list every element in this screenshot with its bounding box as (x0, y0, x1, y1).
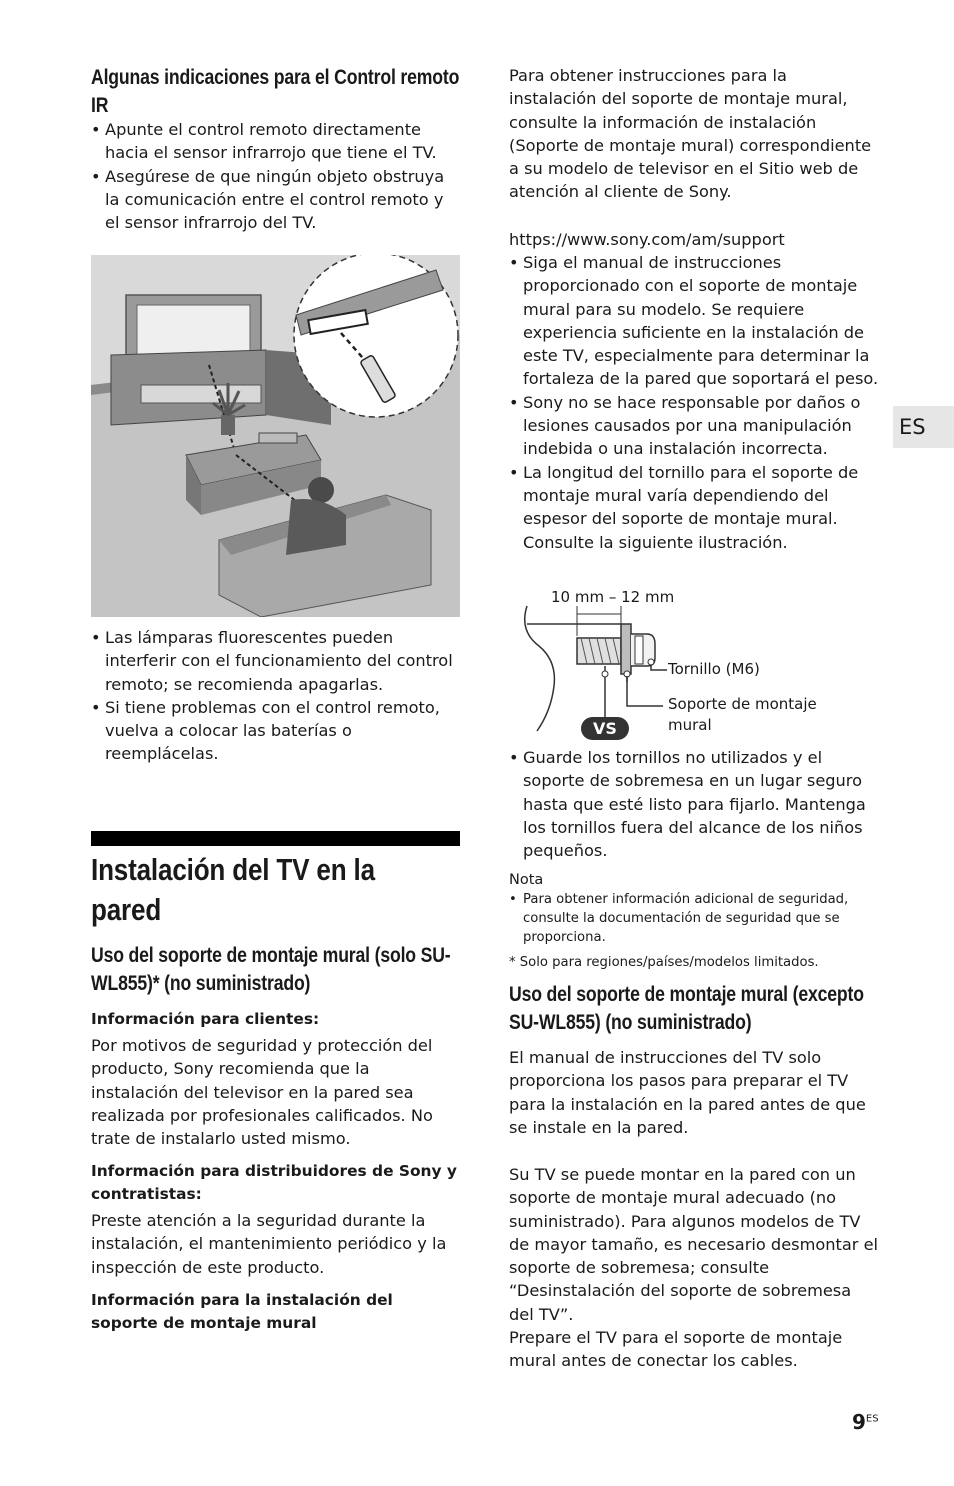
dimension-label: 10 mm – 12 mm (551, 588, 675, 606)
page-number (852, 1410, 879, 1434)
mount-info-label: Información para la instalación del soporte de montaje mural (91, 1291, 393, 1332)
dealers-text: Preste atención a la seguridad durante la instalación, el mantenimiento periódico y la inspección de este producto. (91, 1211, 447, 1277)
customers-label: Información para clientes: (91, 1010, 320, 1028)
note-bullet-list (509, 890, 879, 947)
list-item: • Asegúrese de que ningún objeto obstruya la comunicación entre el control remoto y el sensor infrarrojo del TV. (91, 165, 460, 235)
vs-badge: VS (581, 717, 629, 740)
remote-illustration (91, 255, 460, 617)
customers-text: Por motivos de seguridad y protección del producto, Sony recomienda que la instalación del televisor en la pared sea realizada por profesionales calificados. No trate de instalarlo usted mismo. (91, 1036, 433, 1149)
page-number-suffix: ES (865, 1413, 879, 1425)
support-url: https://www.sony.com/am/support (509, 230, 785, 249)
note-label: Nota (509, 872, 544, 888)
language-tab: ES (893, 406, 954, 448)
footnote: * Solo para regiones/países/modelos limitados. (509, 955, 819, 970)
list-item: • Siga el manual de instrucciones proporcionado con el soporte de montaje mural para su modelo. Se requiere experiencia suficiente en la instalación de este TV, especialmente para determinar la fortaleza de la pared que soportará el peso. (509, 251, 879, 391)
list-item: • Para obtener información adicional de seguridad, consulte la documentación de seguridad que se proporciona. (509, 890, 879, 947)
section-title: Instalación del TV en la pared (91, 852, 375, 927)
list-item: • Las lámparas fluorescentes pueden interferir con el funcionamiento del control remoto; se recomienda apagarlas. (91, 626, 460, 696)
storage-bullet-list (509, 746, 879, 862)
mount-bullet-list (509, 251, 879, 554)
screw-label: Tornillo (M6) (668, 660, 760, 678)
screw-diagram (509, 586, 879, 744)
ir-bullet-list (91, 118, 460, 234)
paragraph: El manual de instrucciones del TV solo proporciona los pasos para preparar el TV para la instalación en la pared antes de que se instale en la pared. (509, 1048, 866, 1137)
sub-heading: Uso del soporte de montaje mural (excepto SU-WL855) (no suministrado) (509, 983, 864, 1034)
bracket-label-2: mural (668, 716, 712, 734)
list-item: • Apunte el control remoto directamente hacia el sensor infrarrojo que tiene el TV. (91, 118, 460, 165)
intro-text: Para obtener instrucciones para la instalación del soporte de montaje mural, consulte la información de instalación (Soporte de montaje mural) correspondiente a su modelo de televisor en el Sitio web de atención al cliente de Sony. (509, 66, 872, 202)
paragraph: Prepare el TV para el soporte de montaje mural antes de conectar los cables. (509, 1328, 843, 1371)
paragraph: Su TV se puede montar en la pared con un soporte de montaje mural adecuado (no suministrado). Para algunos modelos de TV de mayor tamaño, es necesario desmontar el soporte de sobremesa; consulte “Desinstalación del soporte de sobremesa del TV”. (509, 1165, 879, 1324)
sub-heading: Uso del soporte de montaje mural (solo SU-WL855)* (no suministrado) (91, 944, 451, 995)
bracket-label-1: Soporte de montaje (668, 695, 817, 713)
list-item: • Si tiene problemas con el control remoto, vuelva a colocar las baterías o reemplácelas. (91, 696, 460, 766)
page-number-value: 9 (852, 1410, 866, 1434)
dealers-label: Información para distribuidores de Sony y contratistas: (91, 1162, 457, 1203)
ir-bullet-list-2 (91, 626, 460, 766)
section-rule (91, 831, 460, 846)
list-item: • Guarde los tornillos no utilizados y el soporte de sobremesa en un lugar seguro hasta que esté listo para fijarlo. Mantenga los tornillos fuera del alcance de los niños pequeños. (509, 746, 879, 862)
ir-heading: Algunas indicaciones para el Control remoto IR (91, 66, 460, 117)
list-item: • Sony no se hace responsable por daños o lesiones causados por una manipulación indebida o una instalación incorrecta. (509, 391, 879, 461)
list-item: • La longitud del tornillo para el soporte de montaje mural varía dependiendo del espesor del soporte de montaje mural. Consulte la siguiente ilustración. (509, 461, 879, 554)
